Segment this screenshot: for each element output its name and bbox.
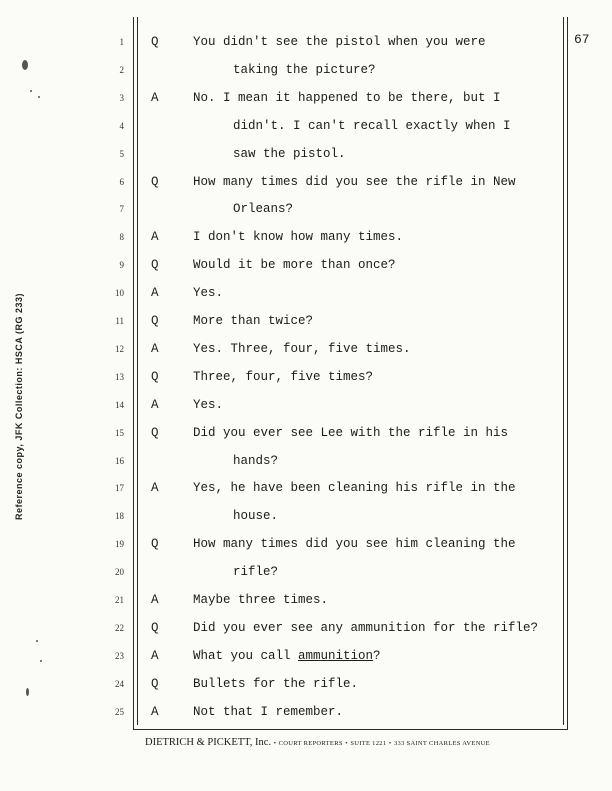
line-number: 9 — [119, 260, 124, 271]
transcript-line — [0, 283, 612, 303]
transcript-line — [0, 618, 612, 638]
reference-margin-note: Reference copy, JFK Collection: HSCA (RG 233) — [14, 292, 24, 520]
transcript-line — [0, 88, 612, 108]
line-text — [193, 590, 328, 610]
line-text-main: Yes, he have been cleaning his rifle in the — [193, 481, 516, 496]
line-number: 8 — [119, 232, 124, 243]
line-text-main: hands? — [233, 453, 279, 468]
transcript-line — [0, 311, 612, 331]
line-text-main: Did you ever see Lee with the rifle in his — [193, 425, 509, 440]
line-text — [193, 255, 396, 275]
line-text-main: Yes. — [193, 397, 224, 412]
transcript-line — [0, 451, 612, 471]
line-number: 22 — [115, 622, 124, 633]
speaker-label: Q — [151, 676, 159, 691]
line-text — [193, 534, 516, 554]
transcript-line — [0, 534, 612, 554]
transcript-line — [0, 32, 612, 52]
line-text — [193, 367, 373, 387]
line-text-main: Bullets for the rifle. — [193, 676, 359, 691]
line-text-main: taking the picture? — [233, 62, 376, 77]
line-number: 19 — [115, 539, 124, 550]
line-text — [233, 144, 346, 164]
speaker-label: Q — [151, 258, 159, 273]
transcript-line — [0, 60, 612, 80]
line-number: 2 — [119, 64, 124, 75]
line-text-main: Three, four, five times? — [193, 369, 374, 384]
line-text-main: I don't know how many times. — [193, 230, 404, 245]
line-number: 5 — [119, 148, 124, 159]
line-text — [193, 674, 358, 694]
speaker-label: A — [151, 481, 159, 496]
transcript-line — [0, 367, 612, 387]
line-text — [193, 702, 343, 722]
line-number: 17 — [115, 483, 124, 494]
speaker-label: Q — [151, 620, 159, 635]
line-text — [193, 227, 403, 247]
speaker-label: A — [151, 704, 159, 719]
line-text — [233, 562, 278, 582]
line-text — [233, 60, 376, 80]
transcript-line — [0, 144, 612, 164]
scan-speck — [26, 688, 29, 696]
line-number: 1 — [119, 37, 124, 47]
line-text — [233, 506, 278, 526]
scan-speck — [38, 96, 40, 98]
line-text — [193, 172, 516, 192]
line-text-main: Yes. Three, four, five times. — [193, 341, 411, 356]
speaker-label: A — [151, 648, 159, 663]
footer-address: 333 SAINT CHARLES AVENUE — [393, 740, 490, 747]
speaker-label: A — [151, 90, 159, 105]
line-text-main: How many times did you see the rifle in New — [193, 174, 516, 189]
transcript-line — [0, 702, 612, 722]
line-text-main: How many times did you see him cleaning the — [193, 537, 516, 552]
line-number: 7 — [119, 204, 124, 215]
scan-speck — [30, 90, 32, 92]
line-text — [233, 199, 293, 219]
footer-service: COURT REPORTERS — [278, 740, 343, 747]
line-text-main: Yes. — [193, 286, 224, 301]
underlined-word: ammunition — [298, 648, 374, 663]
line-number: 24 — [115, 678, 124, 689]
line-text — [193, 646, 381, 666]
line-text-main: Maybe three times. — [193, 593, 329, 607]
line-text-main: What you call — [193, 648, 299, 663]
transcript-line — [0, 674, 612, 694]
scan-speck — [22, 60, 28, 70]
line-text-main: More than twice? — [193, 314, 314, 328]
transcript-line — [0, 562, 612, 582]
line-text — [193, 32, 486, 52]
transcript-line — [0, 646, 612, 666]
transcript-line — [0, 199, 612, 219]
speaker-label: Q — [151, 314, 159, 328]
speaker-label: A — [151, 593, 159, 607]
speaker-label: A — [151, 230, 159, 245]
line-text — [193, 339, 411, 359]
line-number: 11 — [115, 316, 124, 326]
line-text — [193, 618, 538, 638]
line-text-main: Would it be more than once? — [193, 258, 396, 273]
scan-speck — [36, 640, 38, 642]
line-number: 18 — [115, 511, 124, 522]
speaker-label: A — [151, 397, 159, 412]
line-number: 23 — [115, 650, 124, 661]
line-text — [233, 451, 278, 471]
line-text — [193, 395, 223, 415]
line-text — [193, 478, 516, 498]
line-number: 15 — [115, 427, 124, 438]
transcript-line — [0, 339, 612, 359]
speaker-label: A — [151, 341, 159, 356]
line-text — [193, 311, 313, 331]
transcript-line — [0, 255, 612, 275]
line-number: 16 — [115, 455, 124, 466]
line-number: 10 — [115, 288, 124, 299]
transcript-line — [0, 227, 612, 247]
speaker-label: Q — [151, 35, 159, 49]
line-text-main: Orleans? — [233, 202, 294, 217]
line-text — [193, 283, 223, 303]
footer — [145, 737, 575, 748]
transcript-line — [0, 478, 612, 498]
transcript-line — [0, 423, 612, 443]
line-number: 12 — [115, 343, 124, 354]
line-text-main: rifle? — [233, 565, 279, 580]
speaker-label: Q — [151, 425, 159, 440]
line-text-main: house. — [233, 509, 279, 524]
transcript-line — [0, 172, 612, 192]
footer-firm: DIETRICH & PICKETT, Inc. — [145, 737, 272, 748]
footer-suite: SUITE 1221 — [350, 740, 387, 747]
line-text-main: saw the pistol. — [233, 146, 346, 161]
line-number: 3 — [119, 92, 124, 103]
line-number: 14 — [115, 399, 124, 410]
line-number: 20 — [115, 567, 124, 578]
scan-speck — [40, 660, 42, 662]
page-number: 67 — [574, 32, 590, 47]
footer-sep: • — [388, 740, 392, 747]
line-text-main: Not that I remember. — [193, 704, 344, 719]
line-text — [233, 116, 511, 136]
transcript-line — [0, 506, 612, 526]
line-number: 4 — [119, 120, 124, 131]
transcript-line — [0, 590, 612, 610]
speaker-label: Q — [151, 369, 159, 384]
line-number: 6 — [119, 176, 124, 187]
line-text-trailing: ? — [373, 648, 381, 663]
footer-sep: • — [273, 740, 277, 747]
line-text-main: You didn't see the pistol when you were — [193, 35, 486, 49]
line-number: 21 — [115, 595, 124, 605]
line-text — [193, 423, 508, 443]
transcript-line — [0, 116, 612, 136]
speaker-label: A — [151, 286, 159, 301]
speaker-label: Q — [151, 174, 159, 189]
line-text — [193, 88, 501, 108]
line-number: 13 — [115, 371, 124, 382]
transcript-line — [0, 395, 612, 415]
line-text-main: Did you ever see any ammunition for the rifle? — [193, 620, 539, 635]
line-text-main: No. I mean it happened to be there, but I — [193, 90, 501, 105]
line-text-main: didn't. I can't recall exactly when I — [233, 118, 511, 133]
line-number: 25 — [115, 706, 124, 717]
footer-sep: • — [345, 740, 348, 747]
speaker-label: Q — [151, 537, 159, 552]
